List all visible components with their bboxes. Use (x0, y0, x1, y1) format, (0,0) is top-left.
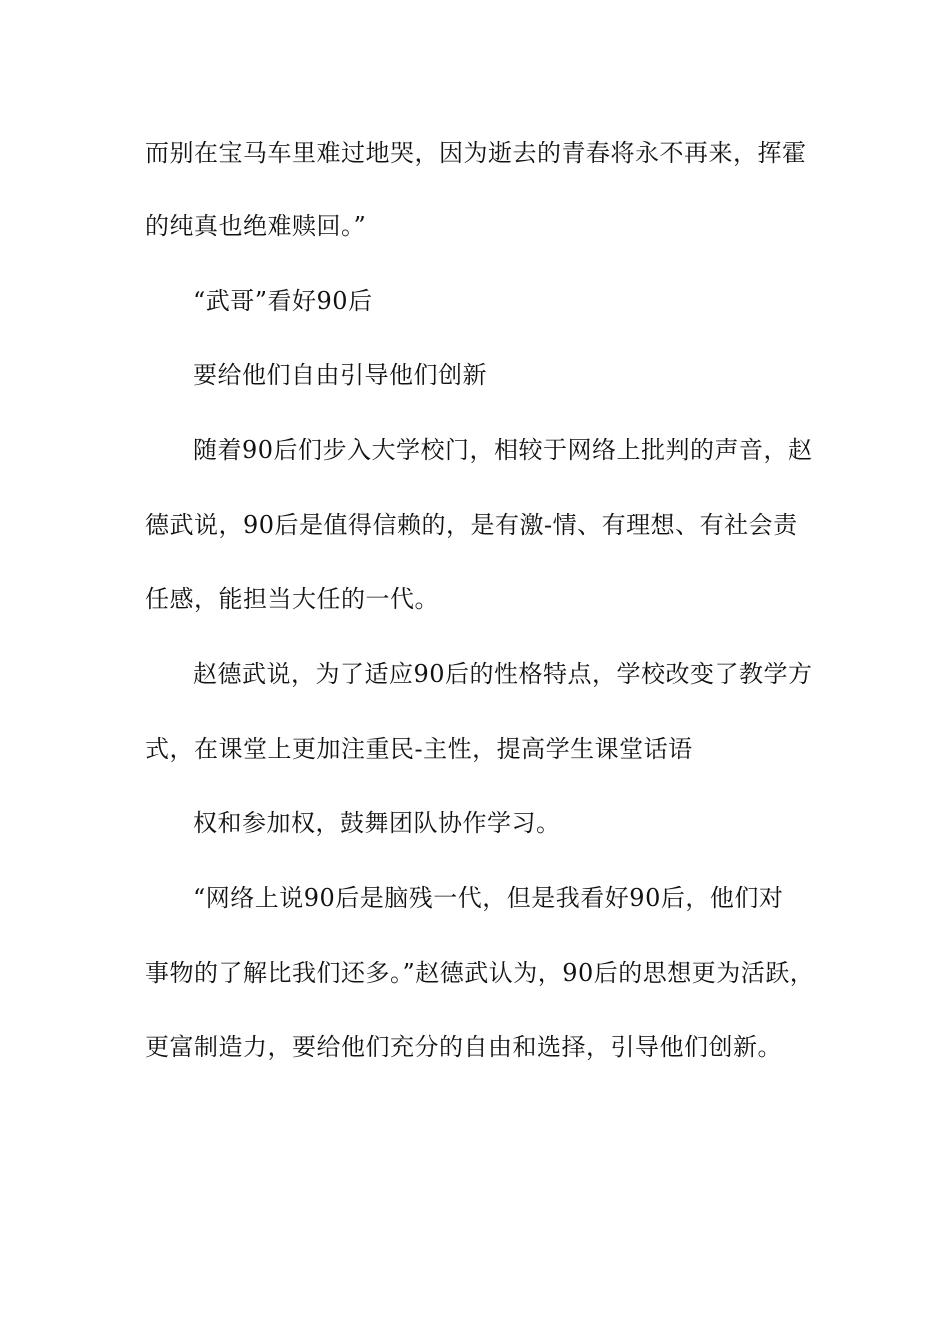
paragraph-line: 任感，能担当大任的一代。 (145, 585, 439, 613)
paragraph-line: 德武说，90后是值得信赖的，是有激-情、有理想、有社会责 (145, 511, 798, 539)
section-heading: “武哥”看好90后 (193, 287, 373, 315)
paragraph-line: 的纯真也绝难赎回。” (145, 212, 367, 240)
paragraph-line: 权和参加权，鼓舞团队协作学习。 (193, 809, 561, 837)
paragraph-line: 式，在课堂上更加注重民-主性，提高学生课堂话语 (145, 735, 693, 763)
section-subheading: 要给他们自由引导他们创新 (193, 361, 487, 389)
paragraph-line: 而别在宝马车里难过地哭，因为逝去的青春将永不再来，挥霍 (145, 139, 807, 167)
paragraph-line: 更富制造力，要给他们充分的自由和选择，引导他们创新。 (145, 1033, 782, 1061)
paragraph-line: 赵德武说，为了适应90后的性格特点，学校改变了教学方 (193, 660, 813, 688)
paragraph-line: 事物的了解比我们还多。”赵德武认为，90后的思想更为活跃， (145, 959, 815, 987)
paragraph-line: “网络上说90后是脑残一代，但是我看好90后，他们对 (193, 884, 784, 912)
paragraph-line: 随着90后们步入大学校门，相较于网络上批判的声音，赵 (193, 436, 813, 464)
